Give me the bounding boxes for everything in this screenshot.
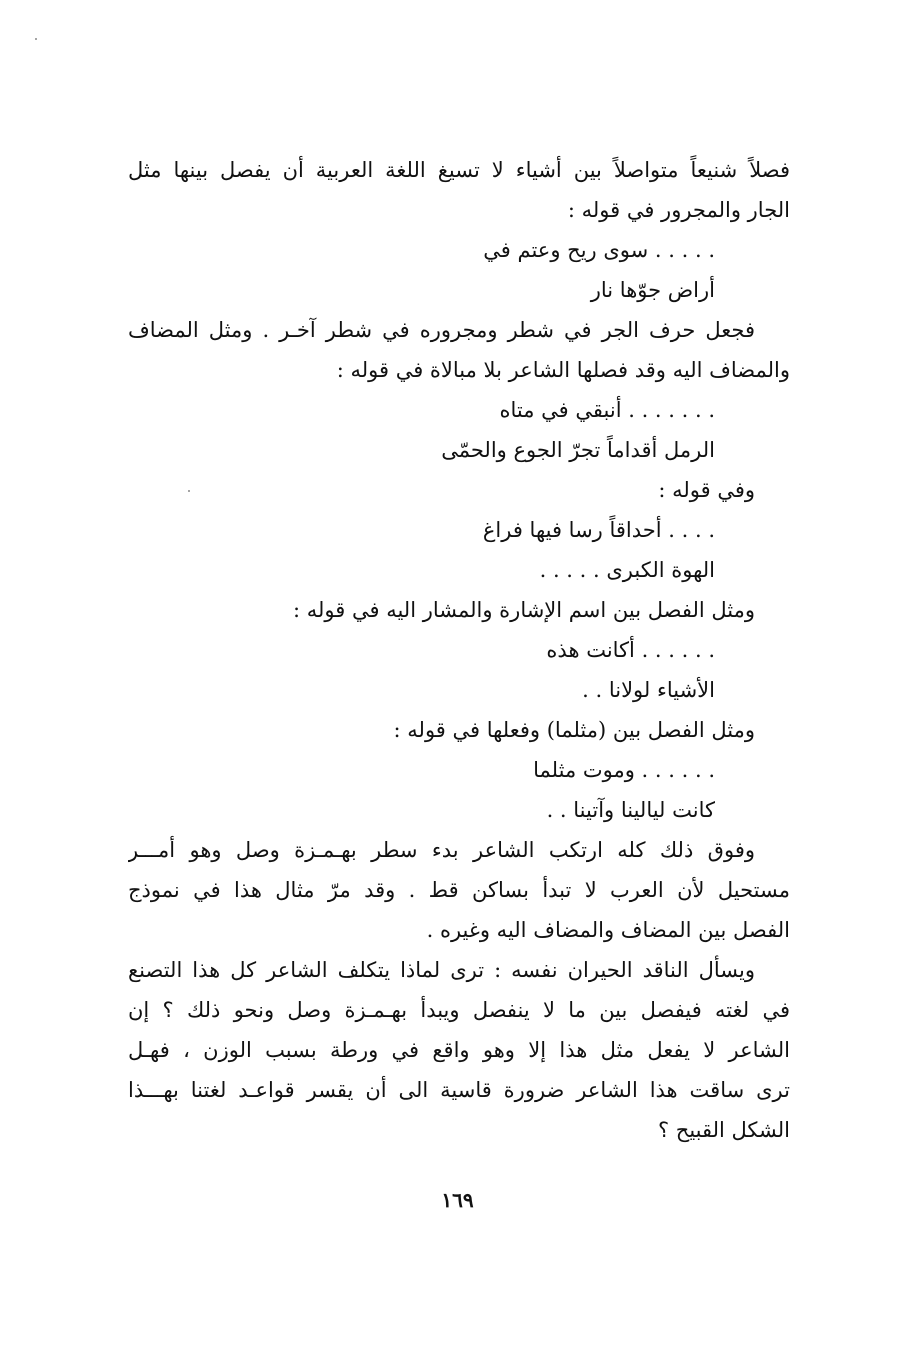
text-line: . . . . . . . أنبقي في متاه <box>499 398 715 422</box>
text-line: فصلاً شنيعاً متواصلاً بين أشياء لا تسيغ اللغة العربية أن يفصل بينها مثل <box>128 158 790 182</box>
text-line: الرمل أقداماً تجرّ الجوع والحمّى <box>441 438 715 462</box>
text-line: . . . . أحداقاً رسا فيها فراغ <box>482 518 715 542</box>
text-line: ومثل الفصل بين اسم الإشارة والمشار اليه في قوله : <box>293 598 755 622</box>
text-line: مستحيل لأن العرب لا تبدأ بساكن قط . وقد مرّ مثال هذا في نموذج <box>128 878 790 902</box>
body-text <box>128 150 790 1150</box>
text-line: وفوق ذلك كله ارتكب الشاعر بدء سطر بهـمـزة وصل وهو أمـــر <box>128 838 755 862</box>
text-line: الشاعر لا يفعل مثل هذا إلا وهو واقع في ورطة بسبب الوزن ، فهـل <box>128 1038 790 1062</box>
text-line: . . . . . . أكانت هذه <box>546 638 715 662</box>
text-line: الجار والمجرور في قوله : <box>567 198 790 222</box>
text-line: الشكل القبيح ؟ <box>657 1118 790 1142</box>
text-line: ترى ساقت هذا الشاعر ضرورة قاسية الى أن يقسر قواعـد لغتنا بهـــذا <box>128 1078 790 1102</box>
text-line: كانت ليالينا وآتينا . . <box>546 798 715 822</box>
text-line: ومثل الفصل بين (مثلما) وفعلها في قوله : <box>393 718 755 742</box>
page-number: ١٦٩ <box>441 1188 474 1212</box>
text-line: في لغته فيفصل بين ما لا ينفصل ويبدأ بهـمـزة وصل ونحو ذلك ؟ إن <box>128 998 790 1022</box>
text-line: أراض جوّها نار <box>590 278 715 302</box>
scan-speck <box>35 38 37 40</box>
text-line: ويسأل الناقد الحيران نفسه : ترى لماذا يتكلف الشاعر كل هذا التصنع <box>128 958 755 982</box>
text-line: وفي قوله : <box>658 478 755 502</box>
text-line: . . . . . . وموت مثلما <box>533 758 715 782</box>
text-line: فجعل حرف الجر في شطر ومجروره في شطر آخـر . ومثل المضاف <box>128 318 755 342</box>
text-line: الفصل بين المضاف والمضاف اليه وغيره . <box>426 918 790 942</box>
text-line: . . . . . سوى ريح وعتم في <box>483 238 715 262</box>
text-line: والمضاف اليه وقد فصلها الشاعر بلا مبالاة في قوله : <box>336 358 790 382</box>
scan-speck <box>188 490 190 492</box>
text-line: الهوة الكبرى . . . . . <box>539 558 715 582</box>
text-line: الأشياء لولانا . . <box>582 678 715 702</box>
